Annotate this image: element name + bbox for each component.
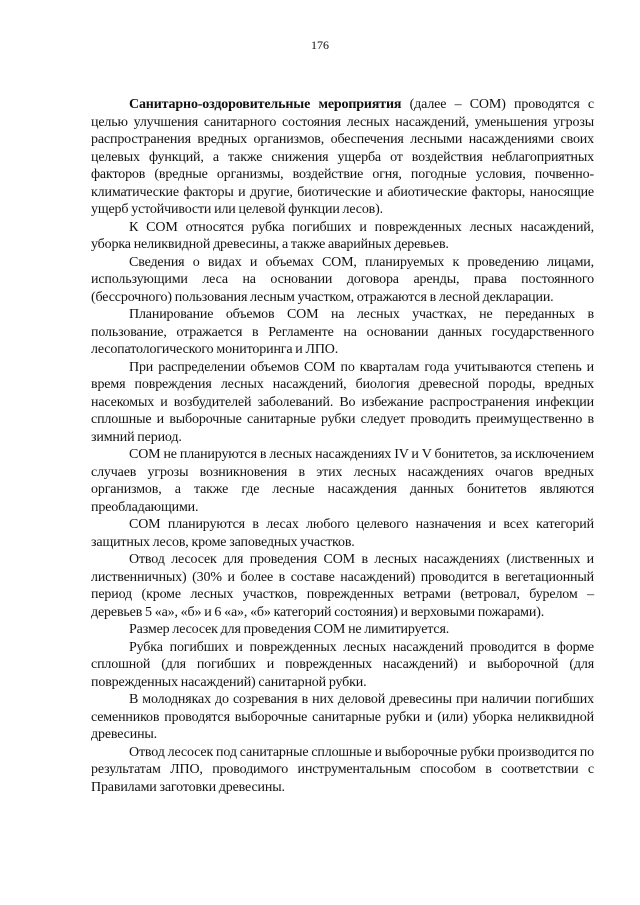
paragraph: К СОМ относятся рубка погибших и поврежденных лесных насаждений, уборка неликвидной древесины, а также аварийных деревьев. <box>91 219 594 252</box>
bold-term: Санитарно-оздоровительные мероприятия <box>129 97 402 112</box>
page-number: 176 <box>311 38 329 52</box>
paragraph-intro <box>91 96 594 219</box>
paragraph: Сведения о видах и объемах СОМ, планируемых к проведению лицами, использующими леса на основании договора аренды, права постоянного (бессрочного) пользования лесным участком, отражаются в лесной декларации. <box>91 254 594 305</box>
paragraph: При распределении объемов СОМ по кварталам года учитываются степень и время повреждения лесных насаждений, биология древесной породы, вредных насекомых и возбудителей заболеваний. Во избежание распространения инфекции сплошные и выборочные санитарные рубки следует проводить преимущественно в зимний период. <box>91 359 594 445</box>
intro-text: (далее – СОМ) проводятся с целью улучшения санитарного состояния лесных насаждений, уменьшения угрозы распространения вредных организмов, обеспечения лесными насаждениями своих целевых функций, а также снижения ущерба от воздействия неблагоприятных факторов (вредные организмы, воздействие огня, погодные условия, почвенно-климатические факторы и другие, биотические и абиотические факторы, наносящие ущерб устойчивости или целевой функции лесов). <box>91 97 594 217</box>
paragraph: Рубка погибших и поврежденных лесных насаждений проводится в форме сплошной (для погибших и поврежденных насаждений) и выборочной (для поврежденных насаждений) санитарной рубки. <box>91 639 594 690</box>
paragraph: Отвод лесосек для проведения СОМ в лесных насаждениях (лиственных и лиственничных) (30% и более в составе насаждений) проводится в вегетационный период (кроме лесных участков, поврежденных ветрами (ветровал, бурелом – деревьев 5 «а», «б» и 6 «а», «б» категорий состояния) и верховыми пожарами). <box>91 552 594 620</box>
paragraph: Размер лесосек для проведения СОМ не лимитируется. <box>129 622 450 637</box>
paragraph: Отвод лесосек под санитарные сплошные и выборочные рубки производится по результатам ЛПО, проводимого инструментальным способом в соответствии с Правилами заготовки древесины. <box>91 744 594 795</box>
document-body <box>91 96 594 796</box>
paragraph: СОМ планируются в лесах любого целевого назначения и всех категорий защитных лесов, кроме заповедных участков. <box>91 517 594 550</box>
paragraph: СОМ не планируются в лесных насаждениях IV и V бонитетов, за исключением случаев угрозы возникновения в этих лесных насаждениях очагов вредных организмов, а также где лесные насаждения данных бонитетов являются преобладающими. <box>91 447 594 515</box>
paragraph: В молодняках до созревания в них деловой древесины при наличии погибших семенников проводятся выборочные санитарные рубки и (или) уборка неликвидной древесины. <box>91 692 594 742</box>
paragraph: Планирование объемов СОМ на лесных участках, не переданных в пользование, отражается в Регламенте на основании данных государственного лесопатологического мониторинга и ЛПО. <box>91 307 594 357</box>
